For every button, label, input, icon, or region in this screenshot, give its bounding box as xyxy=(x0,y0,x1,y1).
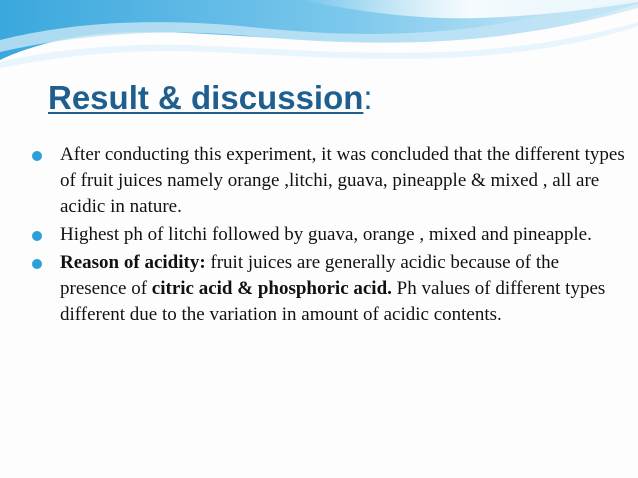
slide-title-text: Result & discussion xyxy=(48,79,364,116)
bullet-item xyxy=(10,250,625,328)
bullet-dot-icon xyxy=(32,231,42,241)
slide-title xyxy=(48,80,373,116)
header-wave-decoration xyxy=(0,0,638,80)
bullet-item xyxy=(10,222,625,248)
bullet-lead-bold: Reason of acidity: xyxy=(60,252,206,273)
bullet-text-continued: Ph values of different types different due to the variation in amount of acidic contents. xyxy=(60,278,606,325)
bullet-list xyxy=(10,142,625,330)
bullet-text: After conducting this experiment, it was concluded that the different types of fruit juices namely orange ,litchi, guava, pineapple & mixed , all are acidic in nature. xyxy=(60,144,625,217)
bullet-dot-icon xyxy=(32,151,42,161)
bullet-text: fruit juices are generally acidic because of the presence of xyxy=(60,252,560,299)
slide-title-colon: : xyxy=(363,79,373,116)
bullet-bold-phrase: citric acid & phosphoric acid. xyxy=(151,278,392,299)
bullet-text: Highest ph of litchi followed by guava, orange , mixed and pineapple. xyxy=(60,224,592,245)
bullet-dot-icon xyxy=(32,259,42,269)
bullet-item xyxy=(10,142,625,220)
